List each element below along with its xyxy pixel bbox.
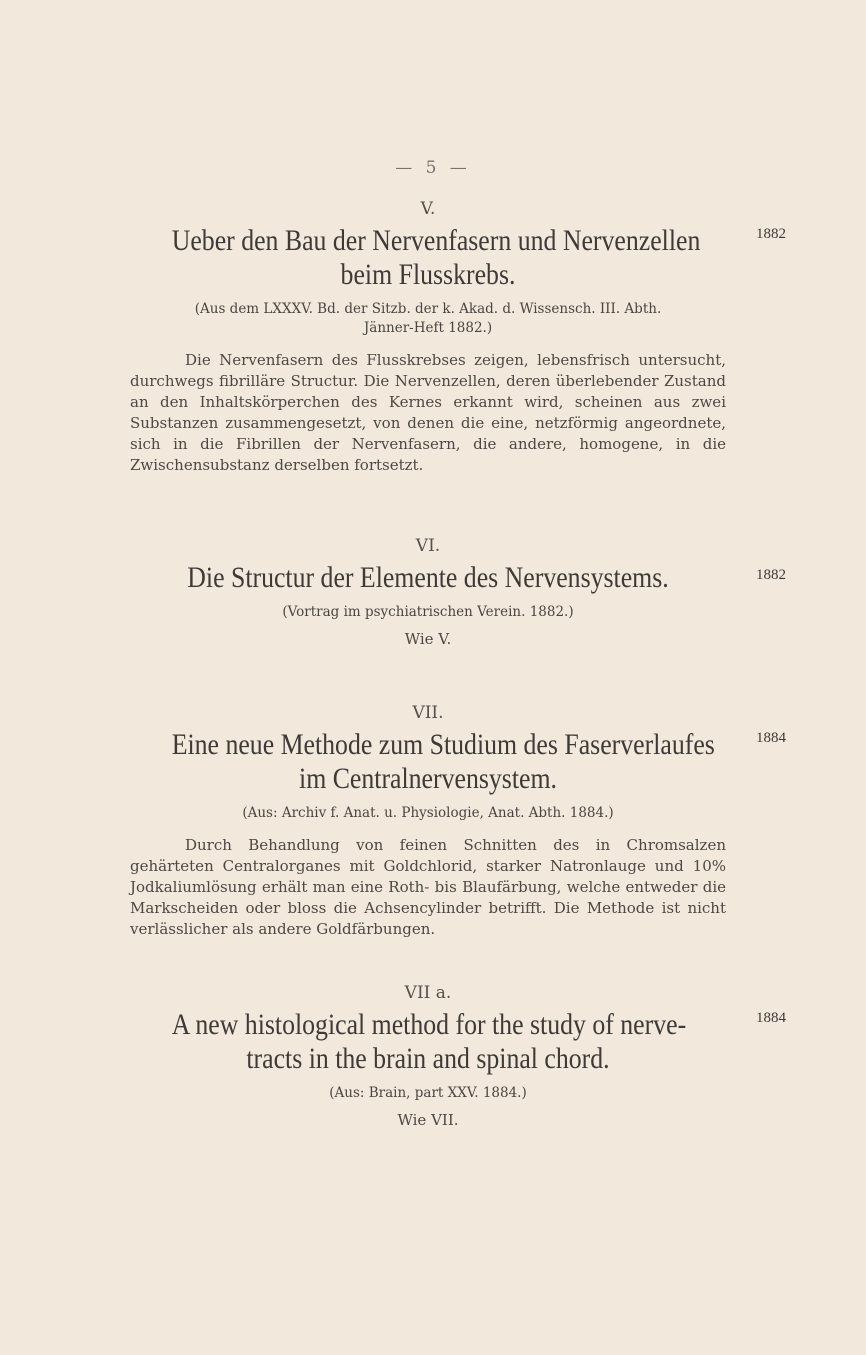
section-v bbox=[130, 198, 786, 476]
section-source: (Aus: Brain, part XXV. 1884.) bbox=[329, 1085, 527, 1101]
section-year: 1884 bbox=[756, 730, 786, 746]
section-year: 1882 bbox=[756, 567, 786, 583]
section-body: Durch Behandlung von feinen Schnitten des in Chromsalzen gehärteten Centralorganes mit Goldchlorid, starker Natronlauge und 10% Jodkaliumlösung erhält man eine Roth- bis Blaufärbung, welche entweder die Markscheiden oder bloss die Achsencylinder betrifft. Die Methode ist nicht verlässlicher als andere Goldfärbungen. bbox=[130, 836, 726, 938]
section-year: 1882 bbox=[756, 226, 786, 242]
section-numeral: VI. bbox=[415, 536, 441, 556]
section-year: 1884 bbox=[756, 1010, 786, 1026]
section-crossref: Wie VII. bbox=[397, 1111, 459, 1129]
section-title: A new histological method for the study of nerve- bbox=[171, 1008, 687, 1041]
section-source: (Aus dem LXXXV. Bd. der Sitzb. der k. Akad. d. Wissensch. III. Abth. Jänner-Heft 1882.) bbox=[194, 301, 662, 336]
section-numeral: VII. bbox=[412, 703, 444, 723]
section-numeral: V. bbox=[420, 199, 436, 219]
section-vii bbox=[130, 702, 786, 940]
section-title: Ueber den Bau der Nervenfasern und Nervenzellen bbox=[171, 224, 701, 257]
section-title: Eine neue Methode zum Studium des Faserverlaufes bbox=[171, 728, 715, 761]
section-title-line2: tracts in the brain and spinal chord. bbox=[246, 1042, 610, 1075]
section-vi bbox=[130, 535, 786, 648]
section-viia bbox=[130, 982, 786, 1129]
page-number: — 5 — bbox=[395, 158, 471, 178]
section-source: (Vortrag im psychiatrischen Verein. 1882.) bbox=[282, 604, 574, 620]
section-title-line2: beim Flusskrebs. bbox=[340, 258, 516, 291]
section-title-line2: im Centralnervensystem. bbox=[299, 762, 557, 795]
section-body: Die Nervenfasern des Flusskrebses zeigen, lebensfrisch untersucht, durchwegs fibrilläre Structur. Die Nervenzellen, deren überlebender Zustand an den Inhaltskörperchen des Kernes erkannt wird, scheinen aus zwei Substanzen zusammengesetzt, von denen die eine, netzförmig angeordnete, sich in die Fibrillen der Nervenfasern, die andere, homogene, in die Zwischensubstanz derselben fortsetzt. bbox=[130, 351, 726, 474]
section-numeral: VII a. bbox=[404, 983, 452, 1003]
section-crossref: Wie V. bbox=[404, 630, 452, 648]
section-title: Die Structur der Elemente des Nervensystems. bbox=[187, 561, 669, 594]
section-source: (Aus: Archiv f. Anat. u. Physiologie, Anat. Abth. 1884.) bbox=[242, 805, 614, 821]
